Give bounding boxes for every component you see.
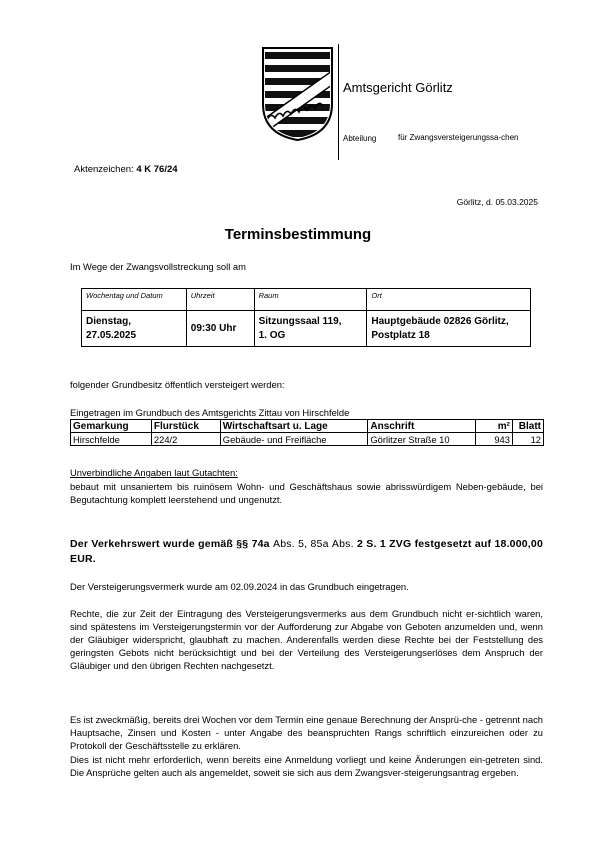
property-header-gemarkung: Gemarkung: [71, 420, 152, 433]
appraisal-text: bebaut mit unsaniertem bis ruinösem Wohn- und Geschäftshaus sowie abrisswürdigem Neben-gebäude, bei Begutachtung komplett leerstehend und ungenutzt.: [70, 481, 543, 505]
file-number-line: [74, 164, 178, 175]
table-row: [71, 433, 544, 446]
market-value-part4: 2 S. 1 ZVG festgesetzt auf 18.000,00 EUR.: [70, 538, 544, 565]
property-header-flurstueck: Flurstück: [151, 420, 220, 433]
property-table: [70, 419, 544, 446]
appointment-room-2: 1. OG: [258, 329, 286, 341]
appointment-value-row: [82, 311, 531, 347]
department-value: für Zwangsversteigerungssa-chen: [398, 133, 519, 142]
department-label: Abteilung: [343, 134, 377, 143]
property-header-row: [71, 420, 544, 433]
appointment-date: 27.05.2025: [86, 329, 137, 341]
property-area: 943: [476, 433, 513, 446]
property-header-blatt: Blatt: [512, 420, 543, 433]
appointment-room-cell: [254, 311, 367, 347]
registry-line: Eingetragen im Grundbuch des Amtsgerichts Zittau von Hirschfelde: [70, 407, 350, 418]
appointment-table: [81, 288, 531, 347]
place-date: Görlitz, d. 05.03.2025: [456, 197, 538, 207]
appointment-room-1: Sitzungssaal 119,: [258, 315, 342, 327]
market-value-text: [70, 537, 543, 567]
intro-text: Im Wege der Zwangsvollstreckung soll am: [70, 261, 246, 272]
document-title: Terminsbestimmung: [224, 226, 372, 243]
property-wirtschaftsart: Gebäude- und Freifläche: [220, 433, 368, 446]
property-gemarkung: Hirschfelde: [71, 433, 152, 446]
appointment-place-1: Hauptgebäude 02826 Görlitz,: [371, 315, 509, 327]
appointment-place-cell: [367, 311, 531, 347]
appointment-header-date: Wochentag und Datum: [82, 289, 187, 311]
file-number: 4 K 76/24: [136, 164, 178, 175]
appointment-header-room: Raum: [254, 289, 367, 311]
appointment-day: Dienstag,: [86, 315, 132, 327]
property-anschrift: Görlitzer Straße 10: [368, 433, 476, 446]
property-header-wirtschaftsart: Wirtschaftsart u. Lage: [220, 420, 368, 433]
appointment-date-cell: [82, 311, 187, 347]
file-number-label: Aktenzeichen:: [74, 164, 134, 175]
property-flurstueck: 224/2: [151, 433, 220, 446]
paragraph-berechnung: Es ist zweckmäßig, bereits drei Wochen vor dem Termin eine genaue Berechnung der Ansprü-che - getrennt nach Hauptsache, Zinsen und Kosten - unter Angabe des beanspruchten Rangs schriftlich einzureichen oder zu Protokoll der Geschäftsstelle zu erklären.: [70, 714, 543, 751]
court-name: Amtsgericht Görlitz: [343, 80, 453, 95]
paragraph-anmeldung: Dies ist nicht mehr erforderlich, wenn bereits eine Anmeldung vorliegt und keine Änderungen ein-getreten sind. Die Ansprüche gelten auch als angemeldet, soweit sie sich aus dem Zwangsver-steigerungsantrag ergeben.: [70, 754, 543, 778]
market-value-part3: Abs.: [331, 538, 354, 550]
paragraph-rechte: Rechte, die zur Zeit der Eintragung des Versteigerungsvermerks aus dem Grundbuch nicht er-sichtlich waren, sind spätestens im Versteigerungstermin vor der Aufforderung zur Abgabe von Geboten anzumelden und, wenn der Gläubiger widerspricht, glaubhaft zu machen. Anderenfalls werden diese Rechte bei der Feststellung des geringsten Gebots nicht berücksichtigt und bei der Verteilung des Versteigerungserlöses dem Anspruch der Gläubiger und den übrigen Rechten nachgesetzt.: [70, 608, 543, 671]
appraisal-heading: Unverbindliche Angaben laut Gutachten:: [70, 467, 238, 478]
property-blatt: 12: [512, 433, 543, 446]
property-header-area: m²: [476, 420, 513, 433]
property-intro: folgender Grundbesitz öffentlich versteigert werden:: [70, 379, 285, 390]
market-value-part1: Der Verkehrswert wurde gemäß §§ 74a: [70, 538, 270, 550]
appointment-header-row: [82, 289, 531, 311]
market-value-part2: Abs. 5, 85a: [273, 538, 329, 550]
appointment-time: 09:30 Uhr: [186, 311, 254, 347]
paragraph-vermerk: Der Versteigerungsvermerk wurde am 02.09.2024 in das Grundbuch eingetragen.: [70, 581, 409, 592]
appointment-header-time: Uhrzeit: [186, 289, 254, 311]
appointment-header-place: Ort: [367, 289, 531, 311]
appointment-place-2: Postplatz 18: [371, 329, 430, 341]
saxony-coat-of-arms-icon: [261, 46, 334, 142]
header-divider: [338, 44, 339, 160]
property-header-anschrift: Anschrift: [368, 420, 476, 433]
